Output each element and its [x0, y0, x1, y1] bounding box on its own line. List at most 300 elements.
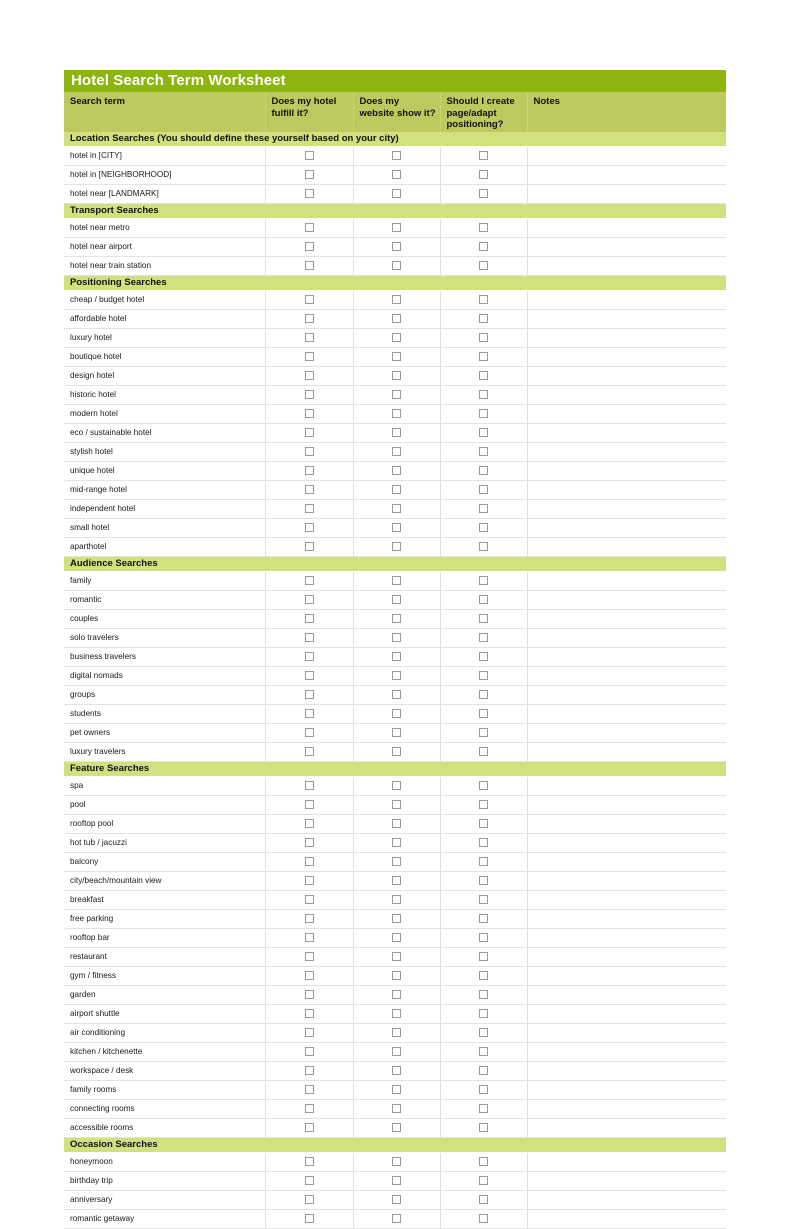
- checkbox-cell-website-show[interactable]: [353, 1081, 440, 1100]
- checkbox-cell-hotel-fulfill[interactable]: [265, 815, 353, 834]
- checkbox-create-page-icon[interactable]: [479, 952, 488, 961]
- checkbox-create-page-icon[interactable]: [479, 838, 488, 847]
- checkbox-cell-website-show[interactable]: [353, 1100, 440, 1119]
- checkbox-hotel-fulfill-icon[interactable]: [305, 819, 314, 828]
- checkbox-cell-hotel-fulfill[interactable]: [265, 185, 353, 204]
- checkbox-cell-hotel-fulfill[interactable]: [265, 291, 353, 310]
- checkbox-cell-hotel-fulfill[interactable]: [265, 1081, 353, 1100]
- notes-cell[interactable]: [527, 705, 726, 724]
- notes-cell[interactable]: [527, 648, 726, 667]
- checkbox-create-page-icon[interactable]: [479, 447, 488, 456]
- checkbox-hotel-fulfill-icon[interactable]: [305, 747, 314, 756]
- checkbox-cell-create-page[interactable]: [440, 891, 527, 910]
- notes-cell[interactable]: [527, 424, 726, 443]
- checkbox-cell-create-page[interactable]: [440, 1191, 527, 1210]
- checkbox-website-show-icon[interactable]: [392, 447, 401, 456]
- notes-cell[interactable]: [527, 929, 726, 948]
- checkbox-cell-create-page[interactable]: [440, 853, 527, 872]
- checkbox-website-show-icon[interactable]: [392, 542, 401, 551]
- checkbox-website-show-icon[interactable]: [392, 690, 401, 699]
- checkbox-cell-hotel-fulfill[interactable]: [265, 1119, 353, 1138]
- checkbox-website-show-icon[interactable]: [392, 800, 401, 809]
- checkbox-cell-hotel-fulfill[interactable]: [265, 1191, 353, 1210]
- checkbox-cell-website-show[interactable]: [353, 219, 440, 238]
- notes-cell[interactable]: [527, 1043, 726, 1062]
- checkbox-cell-hotel-fulfill[interactable]: [265, 910, 353, 929]
- checkbox-cell-create-page[interactable]: [440, 648, 527, 667]
- notes-cell[interactable]: [527, 1005, 726, 1024]
- checkbox-website-show-icon[interactable]: [392, 151, 401, 160]
- notes-cell[interactable]: [527, 967, 726, 986]
- notes-cell[interactable]: [527, 185, 726, 204]
- checkbox-cell-hotel-fulfill[interactable]: [265, 572, 353, 591]
- notes-cell[interactable]: [527, 1100, 726, 1119]
- checkbox-cell-website-show[interactable]: [353, 853, 440, 872]
- checkbox-cell-website-show[interactable]: [353, 610, 440, 629]
- checkbox-hotel-fulfill-icon[interactable]: [305, 1066, 314, 1075]
- checkbox-hotel-fulfill-icon[interactable]: [305, 1195, 314, 1204]
- notes-cell[interactable]: [527, 743, 726, 762]
- checkbox-cell-hotel-fulfill[interactable]: [265, 929, 353, 948]
- checkbox-cell-website-show[interactable]: [353, 462, 440, 481]
- checkbox-create-page-icon[interactable]: [479, 781, 488, 790]
- checkbox-cell-website-show[interactable]: [353, 367, 440, 386]
- checkbox-cell-website-show[interactable]: [353, 743, 440, 762]
- checkbox-website-show-icon[interactable]: [392, 1085, 401, 1094]
- checkbox-website-show-icon[interactable]: [392, 295, 401, 304]
- checkbox-create-page-icon[interactable]: [479, 914, 488, 923]
- checkbox-cell-website-show[interactable]: [353, 500, 440, 519]
- checkbox-cell-create-page[interactable]: [440, 538, 527, 557]
- checkbox-website-show-icon[interactable]: [392, 614, 401, 623]
- checkbox-hotel-fulfill-icon[interactable]: [305, 390, 314, 399]
- checkbox-cell-create-page[interactable]: [440, 405, 527, 424]
- checkbox-create-page-icon[interactable]: [479, 933, 488, 942]
- checkbox-cell-website-show[interactable]: [353, 796, 440, 815]
- checkbox-create-page-icon[interactable]: [479, 428, 488, 437]
- checkbox-website-show-icon[interactable]: [392, 223, 401, 232]
- checkbox-create-page-icon[interactable]: [479, 261, 488, 270]
- checkbox-cell-website-show[interactable]: [353, 872, 440, 891]
- checkbox-cell-hotel-fulfill[interactable]: [265, 1062, 353, 1081]
- checkbox-cell-hotel-fulfill[interactable]: [265, 591, 353, 610]
- checkbox-cell-website-show[interactable]: [353, 929, 440, 948]
- checkbox-hotel-fulfill-icon[interactable]: [305, 671, 314, 680]
- checkbox-cell-create-page[interactable]: [440, 310, 527, 329]
- checkbox-cell-hotel-fulfill[interactable]: [265, 386, 353, 405]
- checkbox-website-show-icon[interactable]: [392, 242, 401, 251]
- checkbox-cell-create-page[interactable]: [440, 462, 527, 481]
- checkbox-create-page-icon[interactable]: [479, 1009, 488, 1018]
- checkbox-cell-website-show[interactable]: [353, 291, 440, 310]
- checkbox-cell-hotel-fulfill[interactable]: [265, 1024, 353, 1043]
- checkbox-hotel-fulfill-icon[interactable]: [305, 189, 314, 198]
- checkbox-hotel-fulfill-icon[interactable]: [305, 1028, 314, 1037]
- checkbox-create-page-icon[interactable]: [479, 819, 488, 828]
- checkbox-cell-create-page[interactable]: [440, 1024, 527, 1043]
- checkbox-cell-create-page[interactable]: [440, 257, 527, 276]
- notes-cell[interactable]: [527, 147, 726, 166]
- checkbox-website-show-icon[interactable]: [392, 895, 401, 904]
- notes-cell[interactable]: [527, 1191, 726, 1210]
- checkbox-hotel-fulfill-icon[interactable]: [305, 1214, 314, 1223]
- notes-cell[interactable]: [527, 538, 726, 557]
- checkbox-cell-create-page[interactable]: [440, 1119, 527, 1138]
- notes-cell[interactable]: [527, 667, 726, 686]
- checkbox-create-page-icon[interactable]: [479, 295, 488, 304]
- checkbox-cell-hotel-fulfill[interactable]: [265, 329, 353, 348]
- checkbox-cell-website-show[interactable]: [353, 1062, 440, 1081]
- checkbox-create-page-icon[interactable]: [479, 189, 488, 198]
- checkbox-website-show-icon[interactable]: [392, 728, 401, 737]
- checkbox-create-page-icon[interactable]: [479, 170, 488, 179]
- notes-cell[interactable]: [527, 853, 726, 872]
- checkbox-cell-website-show[interactable]: [353, 967, 440, 986]
- notes-cell[interactable]: [527, 986, 726, 1005]
- notes-cell[interactable]: [527, 1172, 726, 1191]
- checkbox-hotel-fulfill-icon[interactable]: [305, 728, 314, 737]
- checkbox-create-page-icon[interactable]: [479, 371, 488, 380]
- notes-cell[interactable]: [527, 1210, 726, 1229]
- checkbox-cell-website-show[interactable]: [353, 147, 440, 166]
- checkbox-website-show-icon[interactable]: [392, 485, 401, 494]
- checkbox-create-page-icon[interactable]: [479, 352, 488, 361]
- checkbox-cell-create-page[interactable]: [440, 1062, 527, 1081]
- checkbox-cell-hotel-fulfill[interactable]: [265, 724, 353, 743]
- checkbox-cell-create-page[interactable]: [440, 1210, 527, 1229]
- checkbox-create-page-icon[interactable]: [479, 1195, 488, 1204]
- checkbox-website-show-icon[interactable]: [392, 523, 401, 532]
- notes-cell[interactable]: [527, 948, 726, 967]
- checkbox-website-show-icon[interactable]: [392, 1047, 401, 1056]
- checkbox-create-page-icon[interactable]: [479, 990, 488, 999]
- checkbox-create-page-icon[interactable]: [479, 314, 488, 323]
- checkbox-cell-hotel-fulfill[interactable]: [265, 147, 353, 166]
- checkbox-cell-website-show[interactable]: [353, 348, 440, 367]
- checkbox-hotel-fulfill-icon[interactable]: [305, 690, 314, 699]
- checkbox-cell-hotel-fulfill[interactable]: [265, 648, 353, 667]
- checkbox-cell-hotel-fulfill[interactable]: [265, 519, 353, 538]
- checkbox-cell-website-show[interactable]: [353, 986, 440, 1005]
- notes-cell[interactable]: [527, 219, 726, 238]
- checkbox-hotel-fulfill-icon[interactable]: [305, 333, 314, 342]
- checkbox-cell-hotel-fulfill[interactable]: [265, 424, 353, 443]
- notes-cell[interactable]: [527, 1024, 726, 1043]
- checkbox-cell-website-show[interactable]: [353, 834, 440, 853]
- checkbox-cell-hotel-fulfill[interactable]: [265, 310, 353, 329]
- checkbox-website-show-icon[interactable]: [392, 352, 401, 361]
- notes-cell[interactable]: [527, 891, 726, 910]
- checkbox-cell-hotel-fulfill[interactable]: [265, 1210, 353, 1229]
- checkbox-create-page-icon[interactable]: [479, 1123, 488, 1132]
- checkbox-website-show-icon[interactable]: [392, 819, 401, 828]
- checkbox-website-show-icon[interactable]: [392, 261, 401, 270]
- checkbox-hotel-fulfill-icon[interactable]: [305, 709, 314, 718]
- checkbox-cell-website-show[interactable]: [353, 1153, 440, 1172]
- notes-cell[interactable]: [527, 1081, 726, 1100]
- notes-cell[interactable]: [527, 872, 726, 891]
- notes-cell[interactable]: [527, 815, 726, 834]
- checkbox-cell-website-show[interactable]: [353, 1210, 440, 1229]
- checkbox-create-page-icon[interactable]: [479, 1104, 488, 1113]
- checkbox-hotel-fulfill-icon[interactable]: [305, 800, 314, 809]
- checkbox-cell-create-page[interactable]: [440, 166, 527, 185]
- checkbox-cell-create-page[interactable]: [440, 185, 527, 204]
- checkbox-create-page-icon[interactable]: [479, 523, 488, 532]
- checkbox-cell-website-show[interactable]: [353, 166, 440, 185]
- checkbox-create-page-icon[interactable]: [479, 800, 488, 809]
- checkbox-create-page-icon[interactable]: [479, 709, 488, 718]
- checkbox-website-show-icon[interactable]: [392, 990, 401, 999]
- notes-cell[interactable]: [527, 238, 726, 257]
- checkbox-cell-hotel-fulfill[interactable]: [265, 348, 353, 367]
- checkbox-cell-website-show[interactable]: [353, 238, 440, 257]
- checkbox-cell-create-page[interactable]: [440, 910, 527, 929]
- checkbox-website-show-icon[interactable]: [392, 1009, 401, 1018]
- checkbox-website-show-icon[interactable]: [392, 333, 401, 342]
- notes-cell[interactable]: [527, 724, 726, 743]
- checkbox-cell-website-show[interactable]: [353, 648, 440, 667]
- checkbox-cell-website-show[interactable]: [353, 591, 440, 610]
- checkbox-hotel-fulfill-icon[interactable]: [305, 652, 314, 661]
- checkbox-hotel-fulfill-icon[interactable]: [305, 595, 314, 604]
- checkbox-cell-website-show[interactable]: [353, 629, 440, 648]
- checkbox-create-page-icon[interactable]: [479, 690, 488, 699]
- checkbox-cell-hotel-fulfill[interactable]: [265, 538, 353, 557]
- checkbox-cell-create-page[interactable]: [440, 1005, 527, 1024]
- checkbox-website-show-icon[interactable]: [392, 371, 401, 380]
- checkbox-hotel-fulfill-icon[interactable]: [305, 170, 314, 179]
- notes-cell[interactable]: [527, 348, 726, 367]
- checkbox-cell-hotel-fulfill[interactable]: [265, 443, 353, 462]
- checkbox-website-show-icon[interactable]: [392, 671, 401, 680]
- checkbox-create-page-icon[interactable]: [479, 1214, 488, 1223]
- checkbox-cell-create-page[interactable]: [440, 834, 527, 853]
- notes-cell[interactable]: [527, 1119, 726, 1138]
- checkbox-cell-create-page[interactable]: [440, 815, 527, 834]
- checkbox-hotel-fulfill-icon[interactable]: [305, 523, 314, 532]
- checkbox-cell-create-page[interactable]: [440, 948, 527, 967]
- checkbox-cell-create-page[interactable]: [440, 1172, 527, 1191]
- checkbox-cell-website-show[interactable]: [353, 1191, 440, 1210]
- checkbox-cell-website-show[interactable]: [353, 891, 440, 910]
- checkbox-website-show-icon[interactable]: [392, 1214, 401, 1223]
- checkbox-hotel-fulfill-icon[interactable]: [305, 1085, 314, 1094]
- checkbox-website-show-icon[interactable]: [392, 576, 401, 585]
- checkbox-create-page-icon[interactable]: [479, 652, 488, 661]
- checkbox-cell-hotel-fulfill[interactable]: [265, 948, 353, 967]
- notes-cell[interactable]: [527, 443, 726, 462]
- checkbox-cell-create-page[interactable]: [440, 572, 527, 591]
- notes-cell[interactable]: [527, 572, 726, 591]
- checkbox-hotel-fulfill-icon[interactable]: [305, 990, 314, 999]
- notes-cell[interactable]: [527, 500, 726, 519]
- checkbox-cell-hotel-fulfill[interactable]: [265, 166, 353, 185]
- checkbox-cell-website-show[interactable]: [353, 724, 440, 743]
- checkbox-website-show-icon[interactable]: [392, 504, 401, 513]
- checkbox-cell-website-show[interactable]: [353, 1005, 440, 1024]
- notes-cell[interactable]: [527, 257, 726, 276]
- checkbox-cell-website-show[interactable]: [353, 185, 440, 204]
- checkbox-cell-create-page[interactable]: [440, 1043, 527, 1062]
- checkbox-cell-hotel-fulfill[interactable]: [265, 986, 353, 1005]
- checkbox-hotel-fulfill-icon[interactable]: [305, 542, 314, 551]
- notes-cell[interactable]: [527, 367, 726, 386]
- checkbox-create-page-icon[interactable]: [479, 876, 488, 885]
- checkbox-create-page-icon[interactable]: [479, 1085, 488, 1094]
- checkbox-cell-create-page[interactable]: [440, 1081, 527, 1100]
- checkbox-cell-create-page[interactable]: [440, 629, 527, 648]
- checkbox-website-show-icon[interactable]: [392, 914, 401, 923]
- checkbox-cell-create-page[interactable]: [440, 591, 527, 610]
- checkbox-cell-hotel-fulfill[interactable]: [265, 1153, 353, 1172]
- checkbox-hotel-fulfill-icon[interactable]: [305, 314, 314, 323]
- checkbox-create-page-icon[interactable]: [479, 971, 488, 980]
- checkbox-cell-hotel-fulfill[interactable]: [265, 834, 353, 853]
- notes-cell[interactable]: [527, 629, 726, 648]
- checkbox-hotel-fulfill-icon[interactable]: [305, 914, 314, 923]
- checkbox-create-page-icon[interactable]: [479, 895, 488, 904]
- checkbox-cell-hotel-fulfill[interactable]: [265, 667, 353, 686]
- notes-cell[interactable]: [527, 291, 726, 310]
- checkbox-cell-create-page[interactable]: [440, 348, 527, 367]
- checkbox-cell-create-page[interactable]: [440, 929, 527, 948]
- checkbox-cell-website-show[interactable]: [353, 257, 440, 276]
- checkbox-cell-hotel-fulfill[interactable]: [265, 405, 353, 424]
- checkbox-cell-hotel-fulfill[interactable]: [265, 1043, 353, 1062]
- checkbox-cell-create-page[interactable]: [440, 705, 527, 724]
- checkbox-website-show-icon[interactable]: [392, 1028, 401, 1037]
- checkbox-website-show-icon[interactable]: [392, 595, 401, 604]
- checkbox-create-page-icon[interactable]: [479, 614, 488, 623]
- checkbox-cell-create-page[interactable]: [440, 519, 527, 538]
- checkbox-create-page-icon[interactable]: [479, 857, 488, 866]
- checkbox-website-show-icon[interactable]: [392, 1195, 401, 1204]
- checkbox-create-page-icon[interactable]: [479, 466, 488, 475]
- checkbox-cell-hotel-fulfill[interactable]: [265, 257, 353, 276]
- checkbox-hotel-fulfill-icon[interactable]: [305, 633, 314, 642]
- checkbox-cell-create-page[interactable]: [440, 443, 527, 462]
- checkbox-create-page-icon[interactable]: [479, 333, 488, 342]
- checkbox-cell-create-page[interactable]: [440, 147, 527, 166]
- notes-cell[interactable]: [527, 1062, 726, 1081]
- checkbox-hotel-fulfill-icon[interactable]: [305, 895, 314, 904]
- checkbox-cell-hotel-fulfill[interactable]: [265, 1005, 353, 1024]
- notes-cell[interactable]: [527, 1153, 726, 1172]
- checkbox-create-page-icon[interactable]: [479, 1047, 488, 1056]
- checkbox-website-show-icon[interactable]: [392, 971, 401, 980]
- checkbox-website-show-icon[interactable]: [392, 1176, 401, 1185]
- checkbox-cell-website-show[interactable]: [353, 310, 440, 329]
- checkbox-cell-website-show[interactable]: [353, 815, 440, 834]
- checkbox-cell-hotel-fulfill[interactable]: [265, 500, 353, 519]
- checkbox-website-show-icon[interactable]: [392, 1104, 401, 1113]
- notes-cell[interactable]: [527, 777, 726, 796]
- checkbox-cell-website-show[interactable]: [353, 386, 440, 405]
- checkbox-create-page-icon[interactable]: [479, 542, 488, 551]
- checkbox-hotel-fulfill-icon[interactable]: [305, 933, 314, 942]
- checkbox-cell-create-page[interactable]: [440, 743, 527, 762]
- checkbox-cell-create-page[interactable]: [440, 796, 527, 815]
- checkbox-hotel-fulfill-icon[interactable]: [305, 781, 314, 790]
- notes-cell[interactable]: [527, 329, 726, 348]
- notes-cell[interactable]: [527, 910, 726, 929]
- checkbox-cell-website-show[interactable]: [353, 538, 440, 557]
- checkbox-cell-create-page[interactable]: [440, 686, 527, 705]
- checkbox-cell-website-show[interactable]: [353, 910, 440, 929]
- checkbox-website-show-icon[interactable]: [392, 1157, 401, 1166]
- checkbox-cell-create-page[interactable]: [440, 219, 527, 238]
- checkbox-cell-website-show[interactable]: [353, 519, 440, 538]
- checkbox-cell-website-show[interactable]: [353, 443, 440, 462]
- checkbox-website-show-icon[interactable]: [392, 390, 401, 399]
- checkbox-hotel-fulfill-icon[interactable]: [305, 261, 314, 270]
- checkbox-hotel-fulfill-icon[interactable]: [305, 466, 314, 475]
- checkbox-cell-website-show[interactable]: [353, 686, 440, 705]
- checkbox-cell-website-show[interactable]: [353, 705, 440, 724]
- checkbox-hotel-fulfill-icon[interactable]: [305, 352, 314, 361]
- checkbox-website-show-icon[interactable]: [392, 633, 401, 642]
- checkbox-cell-create-page[interactable]: [440, 777, 527, 796]
- checkbox-cell-hotel-fulfill[interactable]: [265, 367, 353, 386]
- checkbox-hotel-fulfill-icon[interactable]: [305, 838, 314, 847]
- checkbox-cell-hotel-fulfill[interactable]: [265, 872, 353, 891]
- checkbox-website-show-icon[interactable]: [392, 466, 401, 475]
- checkbox-cell-create-page[interactable]: [440, 986, 527, 1005]
- checkbox-create-page-icon[interactable]: [479, 1028, 488, 1037]
- checkbox-website-show-icon[interactable]: [392, 170, 401, 179]
- checkbox-cell-hotel-fulfill[interactable]: [265, 967, 353, 986]
- checkbox-cell-create-page[interactable]: [440, 967, 527, 986]
- checkbox-create-page-icon[interactable]: [479, 504, 488, 513]
- checkbox-website-show-icon[interactable]: [392, 409, 401, 418]
- checkbox-cell-hotel-fulfill[interactable]: [265, 629, 353, 648]
- notes-cell[interactable]: [527, 386, 726, 405]
- checkbox-cell-hotel-fulfill[interactable]: [265, 462, 353, 481]
- checkbox-hotel-fulfill-icon[interactable]: [305, 1157, 314, 1166]
- checkbox-cell-hotel-fulfill[interactable]: [265, 891, 353, 910]
- checkbox-create-page-icon[interactable]: [479, 390, 488, 399]
- checkbox-hotel-fulfill-icon[interactable]: [305, 857, 314, 866]
- checkbox-hotel-fulfill-icon[interactable]: [305, 485, 314, 494]
- checkbox-hotel-fulfill-icon[interactable]: [305, 576, 314, 585]
- checkbox-cell-website-show[interactable]: [353, 405, 440, 424]
- checkbox-cell-create-page[interactable]: [440, 872, 527, 891]
- checkbox-cell-hotel-fulfill[interactable]: [265, 219, 353, 238]
- checkbox-create-page-icon[interactable]: [479, 485, 488, 494]
- checkbox-cell-create-page[interactable]: [440, 1153, 527, 1172]
- notes-cell[interactable]: [527, 519, 726, 538]
- checkbox-hotel-fulfill-icon[interactable]: [305, 1176, 314, 1185]
- checkbox-create-page-icon[interactable]: [479, 223, 488, 232]
- checkbox-cell-hotel-fulfill[interactable]: [265, 796, 353, 815]
- checkbox-create-page-icon[interactable]: [479, 633, 488, 642]
- checkbox-cell-create-page[interactable]: [440, 424, 527, 443]
- checkbox-hotel-fulfill-icon[interactable]: [305, 1104, 314, 1113]
- checkbox-cell-create-page[interactable]: [440, 500, 527, 519]
- checkbox-hotel-fulfill-icon[interactable]: [305, 295, 314, 304]
- checkbox-hotel-fulfill-icon[interactable]: [305, 223, 314, 232]
- notes-cell[interactable]: [527, 462, 726, 481]
- checkbox-cell-website-show[interactable]: [353, 329, 440, 348]
- checkbox-cell-website-show[interactable]: [353, 1172, 440, 1191]
- checkbox-cell-hotel-fulfill[interactable]: [265, 686, 353, 705]
- checkbox-cell-website-show[interactable]: [353, 777, 440, 796]
- notes-cell[interactable]: [527, 405, 726, 424]
- checkbox-cell-create-page[interactable]: [440, 1100, 527, 1119]
- checkbox-cell-website-show[interactable]: [353, 424, 440, 443]
- checkbox-website-show-icon[interactable]: [392, 1066, 401, 1075]
